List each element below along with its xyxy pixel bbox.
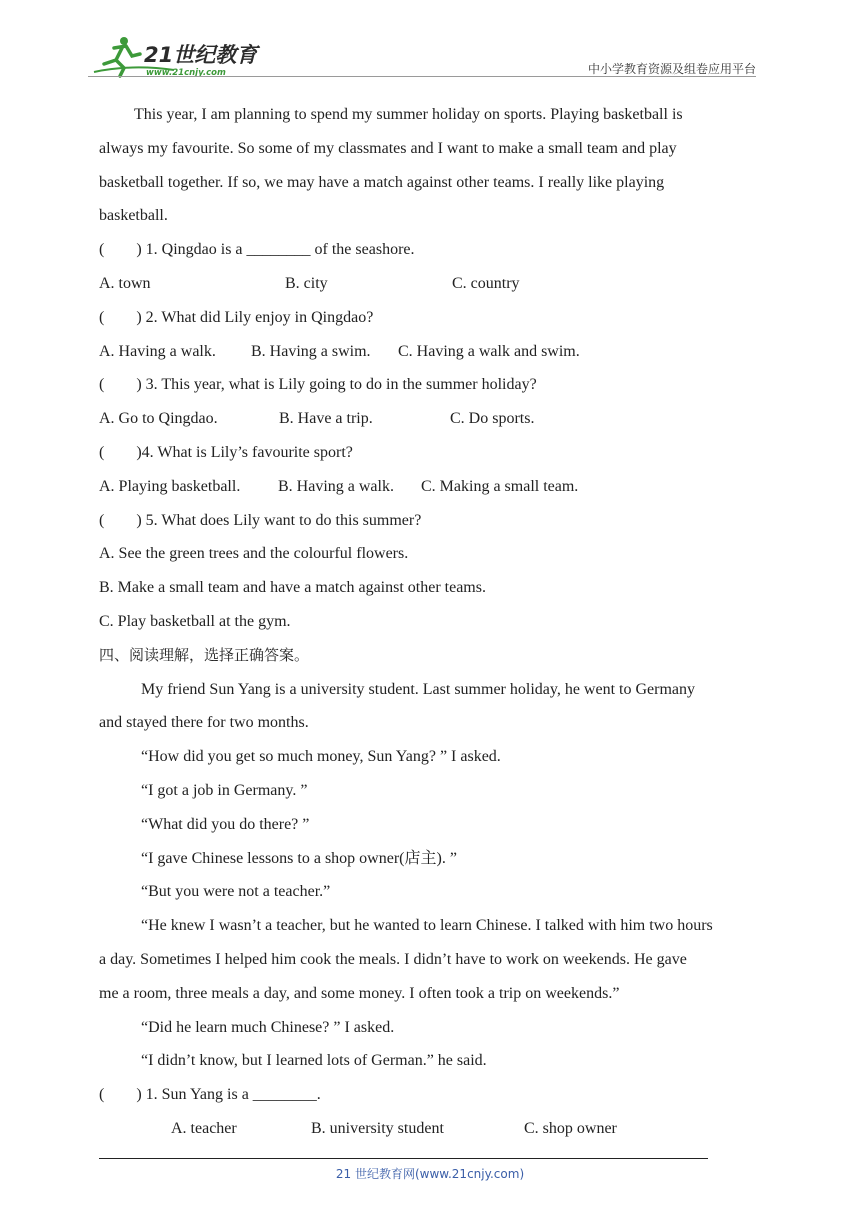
passage-line: me a room, three meals a day, and some money. I often took a trip on weekends.” <box>99 984 620 1002</box>
passage-line: basketball. <box>99 207 168 225</box>
runner-logo-icon <box>92 34 262 78</box>
option-b: B. Make a small team and have a match against other teams. <box>99 579 486 597</box>
passage-line: a day. Sometimes I helped him cook the meals. I didn’t have to work on weekends. He gave <box>99 950 687 968</box>
option-b: B. university student <box>311 1119 444 1137</box>
option-b: B. Having a walk. <box>278 477 394 495</box>
question-stem: ( ) 2. What did Lily enjoy in Qingdao? <box>99 308 374 326</box>
question-stem: ( ) 1. Qingdao is a ________ of the seashore. <box>99 241 415 259</box>
option-a: A. teacher <box>171 1119 237 1137</box>
footer-divider <box>99 1158 708 1159</box>
question-stem: ( )4. What is Lily’s favourite sport? <box>99 443 353 461</box>
passage-line: My friend Sun Yang is a university student. Last summer holiday, he went to Germany <box>141 680 695 698</box>
page-header <box>92 30 756 78</box>
question-stem: ( ) 3. This year, what is Lily going to do in the summer holiday? <box>99 376 537 394</box>
passage-line: “I didn’t know, but I learned lots of German.” he said. <box>141 1052 487 1070</box>
platform-caption: 中小学教育资源及组卷应用平台 <box>587 62 756 76</box>
passage-line: “What did you do there? ” <box>141 815 310 833</box>
question-options <box>99 402 779 436</box>
section-heading: 四、阅读理解，选择正确答案。 <box>99 645 310 664</box>
passage-line: “How did you get so much money, Sun Yang? ” I asked. <box>141 748 501 766</box>
passage-line: “I got a job in Germany. ” <box>141 781 308 799</box>
logo <box>92 34 262 78</box>
option-b: B. city <box>285 274 328 292</box>
option-c: C. Play basketball at the gym. <box>99 612 291 630</box>
option-a: A. Playing basketball. <box>99 477 241 495</box>
option-c: C. country <box>452 274 520 292</box>
option-b: B. Have a trip. <box>279 410 373 428</box>
svg-text:www.21cnjy.com: www.21cnjy.com <box>146 68 226 78</box>
option-b: B. Having a swim. <box>251 342 371 360</box>
passage-line: always my favourite. So some of my classmates and I want to make a small team and play <box>99 139 677 157</box>
option-a: A. town <box>99 274 151 292</box>
question-options <box>99 1112 779 1146</box>
passage-line: This year, I am planning to spend my summer holiday on sports. Playing basketball is <box>134 106 683 123</box>
option-c: C. Do sports. <box>450 410 535 428</box>
passage-line: “I gave Chinese lessons to a shop owner(店主). ” <box>141 849 457 867</box>
header-divider <box>88 76 756 77</box>
question-options <box>99 267 779 301</box>
document-body <box>99 98 779 1146</box>
option-a: A. Having a walk. <box>99 342 216 360</box>
question-stem: ( ) 5. What does Lily want to do this summer? <box>99 511 422 529</box>
passage-line: basketball together. If so, we may have a match against other teams. I really like playing <box>99 173 665 191</box>
passage-line: and stayed there for two months. <box>99 714 309 732</box>
option-c: C. Having a walk and swim. <box>398 342 580 360</box>
question-options <box>99 470 779 504</box>
page-footer: 21 世纪教育网(www.21cnjy.com) <box>335 1167 525 1181</box>
passage-line: “He knew I wasn’t a teacher, but he wanted to learn Chinese. I talked with him two hours <box>141 917 713 935</box>
option-a: A. Go to Qingdao. <box>99 410 218 428</box>
option-a: A. See the green trees and the colourful flowers. <box>99 545 409 563</box>
passage-line: “But you were not a teacher.” <box>141 883 331 901</box>
question-options <box>99 335 779 369</box>
passage-line: “Did he learn much Chinese? ” I asked. <box>141 1018 395 1036</box>
option-c: C. Making a small team. <box>421 477 579 495</box>
option-c: C. shop owner <box>524 1119 617 1137</box>
question-stem: ( ) 1. Sun Yang is a ________. <box>99 1086 321 1104</box>
svg-text:21世纪教育: 21世纪教育 <box>144 43 258 67</box>
